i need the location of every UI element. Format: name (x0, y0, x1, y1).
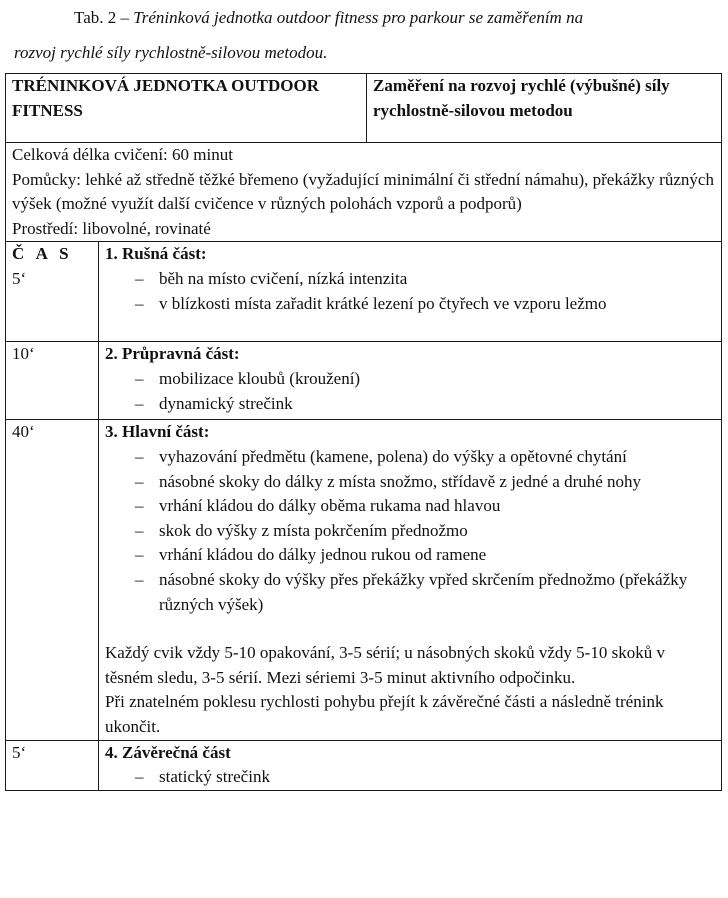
content-cell-3 (99, 420, 722, 740)
list-item-text: násobné skoky do výšky přes překážky vpřed skrčením přednožmo (překážky různých výšek) (159, 569, 688, 614)
dash-bullet: – (135, 520, 144, 540)
dash-bullet: – (135, 569, 144, 589)
section-title-3: 3. Hlavní část: (105, 422, 210, 442)
caption-line-2 (14, 35, 720, 70)
list-item (105, 392, 715, 417)
list-item-text: vrhání kládou do dálky jednou rukou od ramene (159, 545, 487, 565)
dash-bullet: – (135, 496, 144, 516)
section-title-2: 2. Průpravná část: (105, 344, 240, 364)
info-cell (6, 143, 722, 242)
content-cell-1 (99, 242, 722, 342)
time-value-4: 5‘ (12, 742, 27, 762)
section-row-3 (6, 420, 722, 740)
content-cell-2 (99, 342, 722, 420)
list-item-text: násobné skoky do dálky z místa snožmo, střídavě z jedné a druhé nohy (159, 471, 642, 491)
section-title-4: 4. Závěrečná část (105, 742, 231, 762)
time-value-3: 40‘ (12, 422, 35, 442)
table-caption (14, 0, 720, 70)
section-row-1 (6, 242, 722, 342)
list-item (105, 519, 715, 544)
list-item (105, 568, 715, 617)
dash-bullet: – (135, 545, 144, 565)
time-cell-4 (6, 740, 99, 790)
list-item-text: běh na místo cvičení, nízká intenzita (159, 268, 408, 288)
dash-bullet: – (135, 446, 144, 466)
time-cell-2 (6, 342, 99, 420)
header-left-cell: TRÉNINKOVÁ JEDNOTKA OUTDOOR FITNESS (6, 74, 367, 143)
list-item-text: skok do výšky z místa pokrčením přednožmo (159, 520, 468, 540)
time-cell-3 (6, 420, 99, 740)
content-cell-4 (99, 740, 722, 790)
caption-title-part2: rozvoj rychlé síly rychlostně-silovou metodou. (14, 43, 328, 62)
caption-line-1 (14, 0, 720, 35)
list-item-text: statický strečink (159, 767, 270, 787)
training-unit-table (5, 73, 722, 791)
info-environment: Prostředí: libovolné, rovinaté (12, 218, 211, 238)
time-column-header: Č A S (12, 244, 73, 264)
list-item (105, 445, 715, 470)
section-list-1 (105, 267, 715, 316)
list-item-text: vyhazování předmětu (kamene, polena) do výšky a opětovné chytání (159, 446, 627, 466)
time-value-1: 5‘ (12, 268, 27, 288)
info-aids: Pomůcky: lehké až středně těžké břemeno (vyžadující minimální či střední námahu), překážky různých výšek (možné využít další cvičence v různých polohách vzporů a podporů) (12, 169, 714, 214)
info-duration: Celková délka cvičení: 60 minut (12, 145, 233, 164)
section-list-2 (105, 367, 715, 416)
list-item (105, 765, 715, 790)
dash-bullet: – (135, 471, 144, 491)
info-row (6, 143, 722, 242)
list-item-text: dynamický strečink (159, 393, 293, 413)
list-item-text: mobilizace kloubů (kroužení) (159, 368, 361, 388)
dash-bullet: – (135, 368, 144, 388)
list-item (105, 543, 715, 568)
caption-prefix: Tab. 2 – (74, 8, 134, 27)
list-item (105, 494, 715, 519)
header-row (6, 74, 722, 143)
note-repetitions: Každý cvik vždy 5-10 opakování, 3-5 sérií; u násobných skoků vždy 5-10 skoků v těsném sledu, 3-5 sérií. Mezi sériemi 3-5 minut aktivního odpočinku. (105, 643, 665, 687)
list-item (105, 292, 715, 317)
section-list-3 (105, 445, 715, 617)
caption-title-part1: Tréninková jednotka outdoor fitness pro parkour se zaměřením na (133, 8, 584, 27)
header-right-cell: Zaměření na rozvoj rychlé (výbušné) síly rychlostně-silovou metodou (367, 74, 722, 143)
section-title-1: 1. Rušná část: (105, 244, 207, 264)
time-cell-1 (6, 242, 99, 342)
note-ending: Při znatelném poklesu rychlosti pohybu přejít k závěrečné části a následně trénink ukončit. (105, 692, 664, 736)
list-item (105, 267, 715, 292)
list-item (105, 367, 715, 392)
section-row-2 (6, 342, 722, 420)
list-item-text: vrhání kládou do dálky oběma rukama nad hlavou (159, 496, 501, 516)
dash-bullet: – (135, 767, 144, 787)
dash-bullet: – (135, 268, 144, 288)
list-item (105, 470, 715, 495)
dash-bullet: – (135, 293, 144, 313)
dash-bullet: – (135, 393, 144, 413)
list-item-text: v blízkosti místa zařadit krátké lezení po čtyřech ve vzporu ležmo (159, 293, 607, 313)
section-note (105, 641, 715, 739)
section-row-4 (6, 740, 722, 790)
section-list-4 (105, 765, 715, 790)
time-value-2: 10‘ (12, 344, 35, 364)
